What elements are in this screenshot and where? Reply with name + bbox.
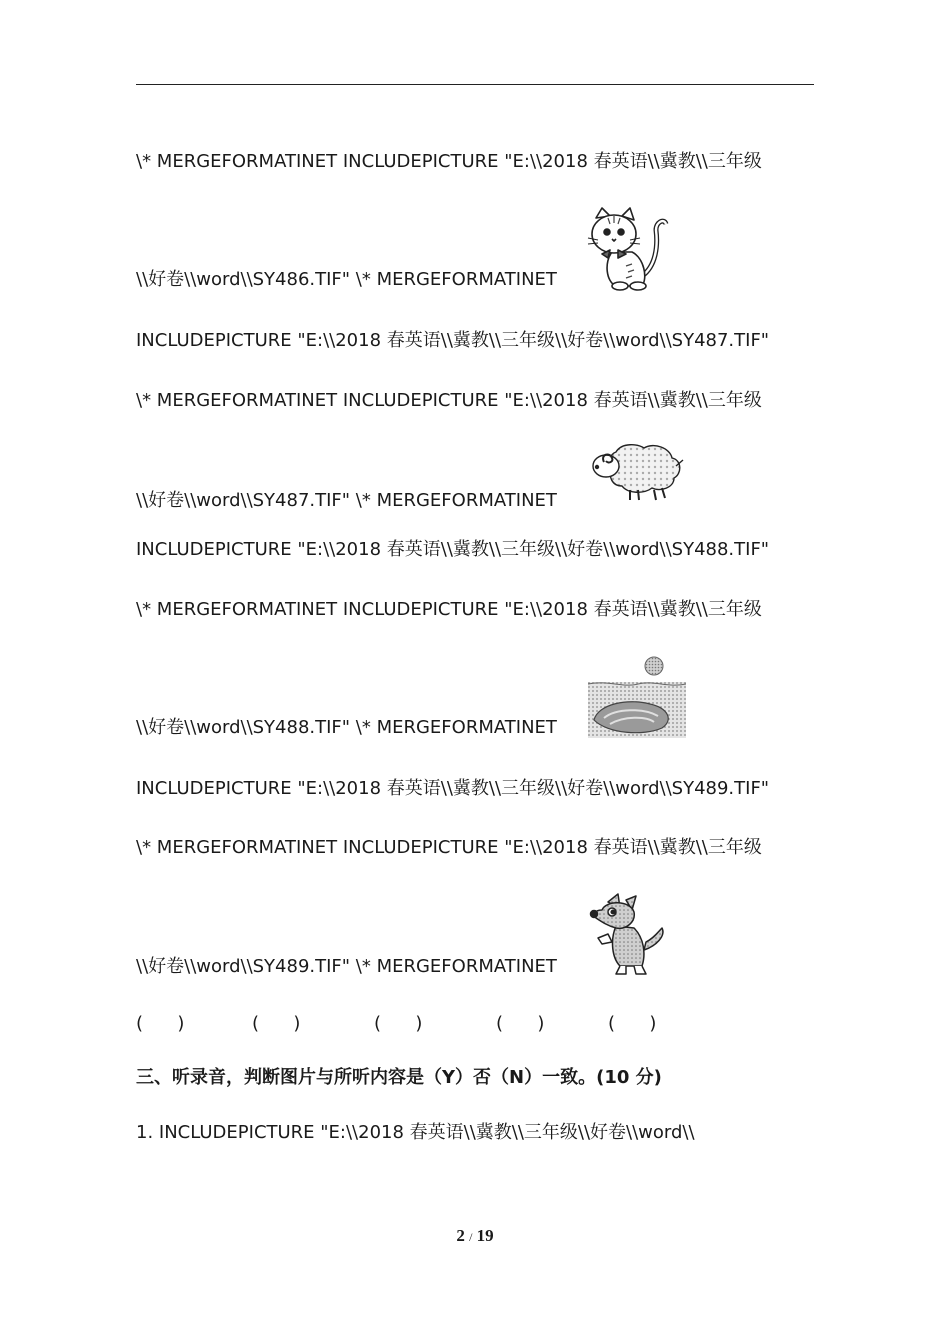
answer-bracket[interactable]: ( ) [496, 1013, 545, 1034]
sheep-picture [586, 440, 684, 504]
page-total: 19 [476, 1226, 494, 1245]
text-line: INCLUDEPICTURE "E:\\2018 春英语\\冀教\\三年级\\好卷\\word\\SY489.TIF" [136, 778, 770, 799]
cat-picture [586, 206, 670, 292]
text-line: \* MERGEFORMATINET INCLUDEPICTURE "E:\\2018 春英语\\冀教\\三年级 [136, 151, 762, 172]
page-current: 2 [456, 1226, 465, 1245]
question-item: 1. INCLUDEPICTURE "E:\\2018 春英语\\冀教\\三年级\\好卷\\word\\ [136, 1122, 695, 1143]
text-line: \* MERGEFORMATINET INCLUDEPICTURE "E:\\2018 春英语\\冀教\\三年级 [136, 837, 762, 858]
section-heading: 三、听录音，判断图片与所听内容是（Y）否（N）一致。(10 分) [136, 1067, 662, 1088]
text-line: \\好卷\\word\\SY487.TIF" \* MERGEFORMATINET [136, 490, 557, 511]
text-line: \* MERGEFORMATINET INCLUDEPICTURE "E:\\2018 春英语\\冀教\\三年级 [136, 599, 762, 620]
text-line: \* MERGEFORMATINET INCLUDEPICTURE "E:\\2018 春英语\\冀教\\三年级 [136, 390, 762, 411]
text-line: INCLUDEPICTURE "E:\\2018 春英语\\冀教\\三年级\\好卷\\word\\SY488.TIF" [136, 539, 770, 560]
header-rule [136, 84, 814, 85]
page-separator: / [469, 1230, 473, 1244]
wolf-picture [586, 892, 668, 976]
text-line: \\好卷\\word\\SY488.TIF" \* MERGEFORMATINET [136, 717, 557, 738]
page-number [0, 1226, 950, 1246]
answer-bracket[interactable]: ( ) [252, 1013, 301, 1034]
river-picture [588, 654, 686, 738]
answer-bracket[interactable]: ( ) [608, 1013, 657, 1034]
text-line: \\好卷\\word\\SY486.TIF" \* MERGEFORMATINET [136, 269, 557, 290]
text-line: INCLUDEPICTURE "E:\\2018 春英语\\冀教\\三年级\\好卷\\word\\SY487.TIF" [136, 330, 770, 351]
answer-bracket[interactable]: ( ) [136, 1013, 185, 1034]
answer-bracket[interactable]: ( ) [374, 1013, 423, 1034]
text-line: \\好卷\\word\\SY489.TIF" \* MERGEFORMATINET [136, 956, 557, 977]
